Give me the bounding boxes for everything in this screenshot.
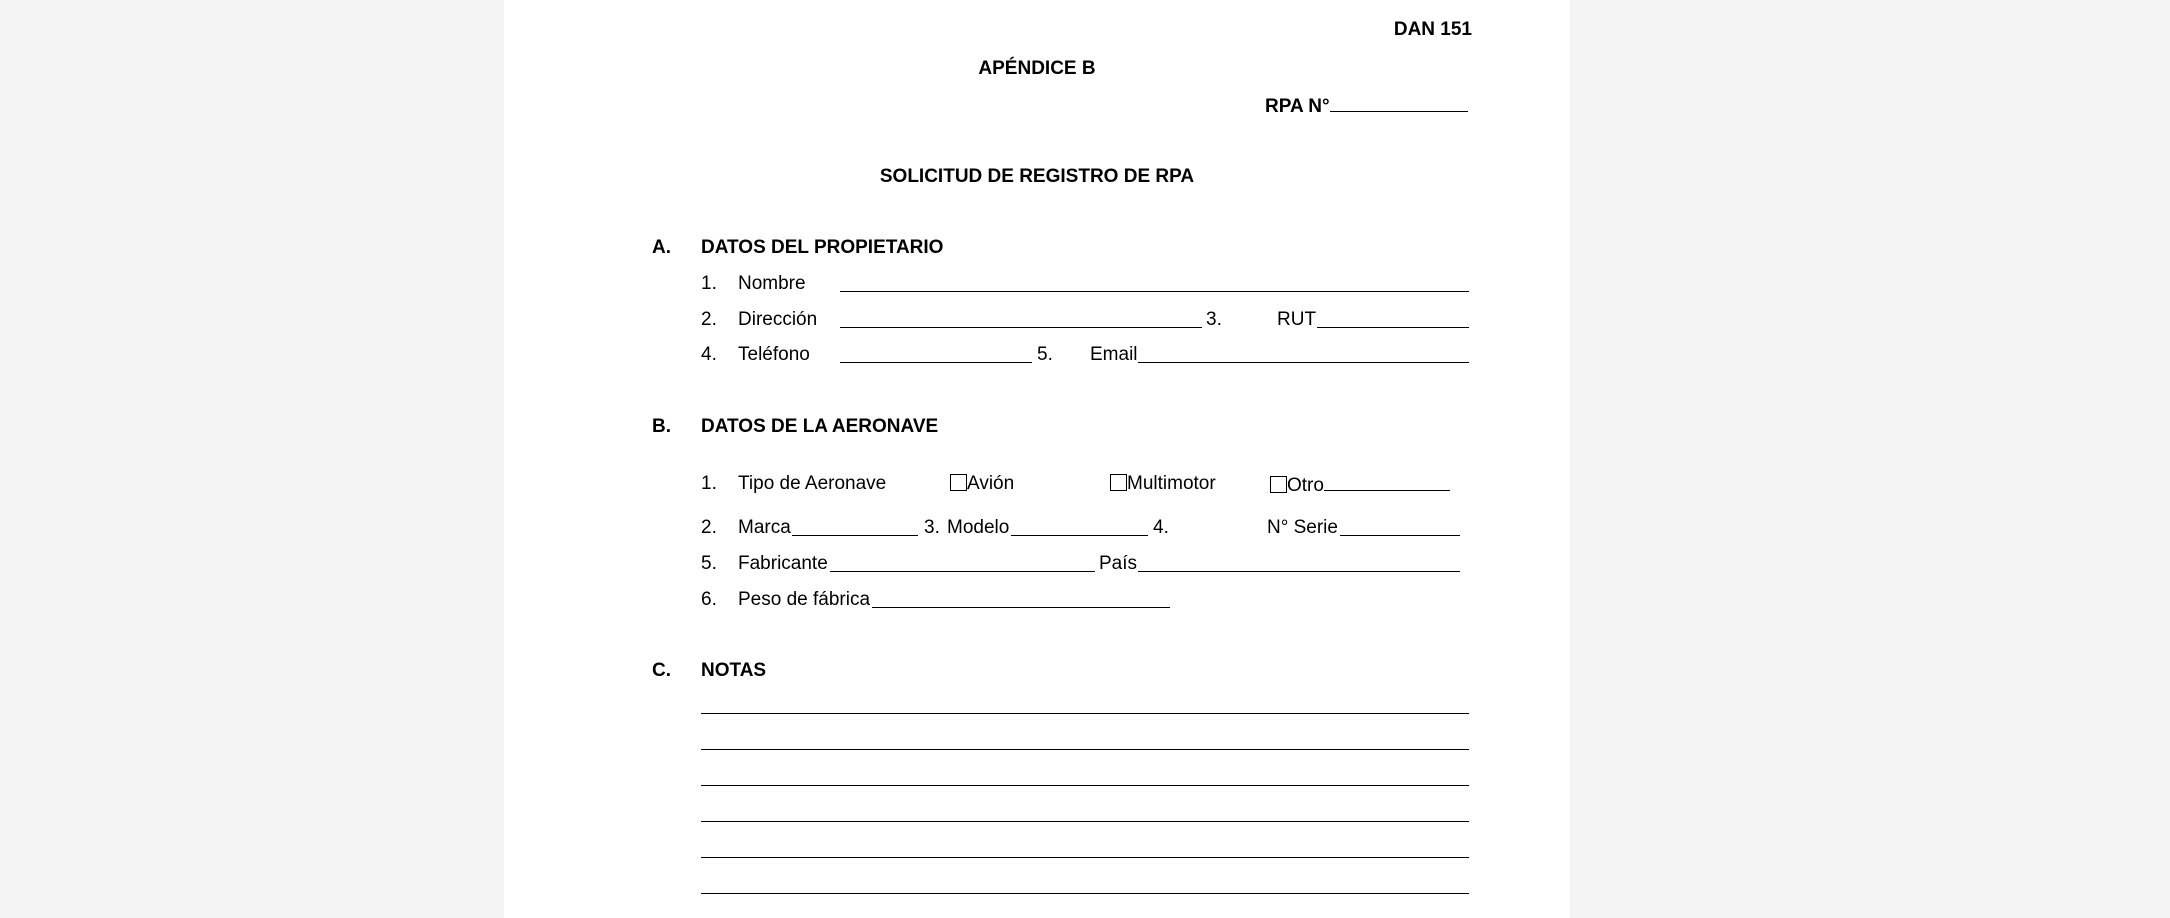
field-a3-label: RUT [1277,309,1317,330]
rpa-number-label: RPA N° [1265,96,1330,117]
field-b2-label: Marca [738,517,791,538]
option-multimotor[interactable] [1110,472,1216,496]
multimotor-checkbox[interactable] [1110,474,1127,491]
form-title: SOLICITUD DE REGISTRO DE RPA [879,166,1195,187]
avion-label: Avión [967,473,1015,494]
field-b4-number: 4. [1153,517,1169,538]
telefono-input-line[interactable] [840,362,1032,363]
peso-input-line[interactable] [872,607,1170,608]
notes-line[interactable] [701,893,1469,894]
notes-line[interactable] [701,857,1469,858]
field-b5-number: 5. [701,553,717,574]
field-b1-label: Tipo de Aeronave [738,473,887,494]
appendix-title: APÉNDICE B [978,58,1096,79]
otro-checkbox[interactable] [1270,476,1287,493]
pais-label: País [1099,553,1138,574]
field-b3-label: Modelo [947,517,1010,538]
field-a2-label: Dirección [738,309,818,330]
field-a3-number: 3. [1206,309,1222,330]
notes-line[interactable] [701,713,1469,714]
field-b2-number: 2. [701,517,717,538]
option-avion[interactable] [950,472,1014,496]
rut-input-line[interactable] [1317,327,1469,328]
section-a-letter: A. [652,237,671,258]
document-page [504,0,1570,918]
email-input-line[interactable] [1138,362,1469,363]
field-a5-number: 5. [1037,344,1053,365]
marca-input-line[interactable] [792,535,918,536]
avion-checkbox[interactable] [950,474,967,491]
multimotor-label: Multimotor [1127,473,1216,494]
section-c-title: NOTAS [701,660,767,681]
field-b6-label: Peso de fábrica [738,589,871,610]
pais-input-line[interactable] [1138,571,1460,572]
section-a-title: DATOS DEL PROPIETARIO [701,237,944,258]
nombre-input-line[interactable] [840,291,1469,292]
field-b1-number: 1. [701,473,717,494]
field-a5-label: Email [1090,344,1138,365]
notes-line[interactable] [701,785,1469,786]
field-a1-label: Nombre [738,273,806,294]
doc-code: DAN 151 [1393,19,1472,40]
direccion-input-line[interactable] [840,327,1202,328]
otro-input-line[interactable] [1324,472,1450,491]
field-a2-number: 2. [701,309,717,330]
field-a1-number: 1. [701,273,717,294]
notes-line[interactable] [701,749,1469,750]
field-b6-number: 6. [701,589,717,610]
section-b-letter: B. [652,416,671,437]
section-c-letter: C. [652,660,671,681]
rpa-number-field [1265,93,1468,119]
field-b5-label: Fabricante [738,553,828,574]
fabricante-input-line[interactable] [830,571,1095,572]
otro-label: Otro [1287,475,1324,496]
field-a4-number: 4. [701,344,717,365]
notes-line[interactable] [701,821,1469,822]
modelo-input-line[interactable] [1011,535,1148,536]
field-b3-number: 3. [924,517,940,538]
rpa-number-blank[interactable] [1330,93,1468,112]
option-otro[interactable] [1270,472,1450,498]
serie-input-line[interactable] [1340,535,1460,536]
field-b4-label: N° Serie [1267,517,1338,538]
field-a4-label: Teléfono [738,344,810,365]
section-b-title: DATOS DE LA AERONAVE [701,416,939,437]
